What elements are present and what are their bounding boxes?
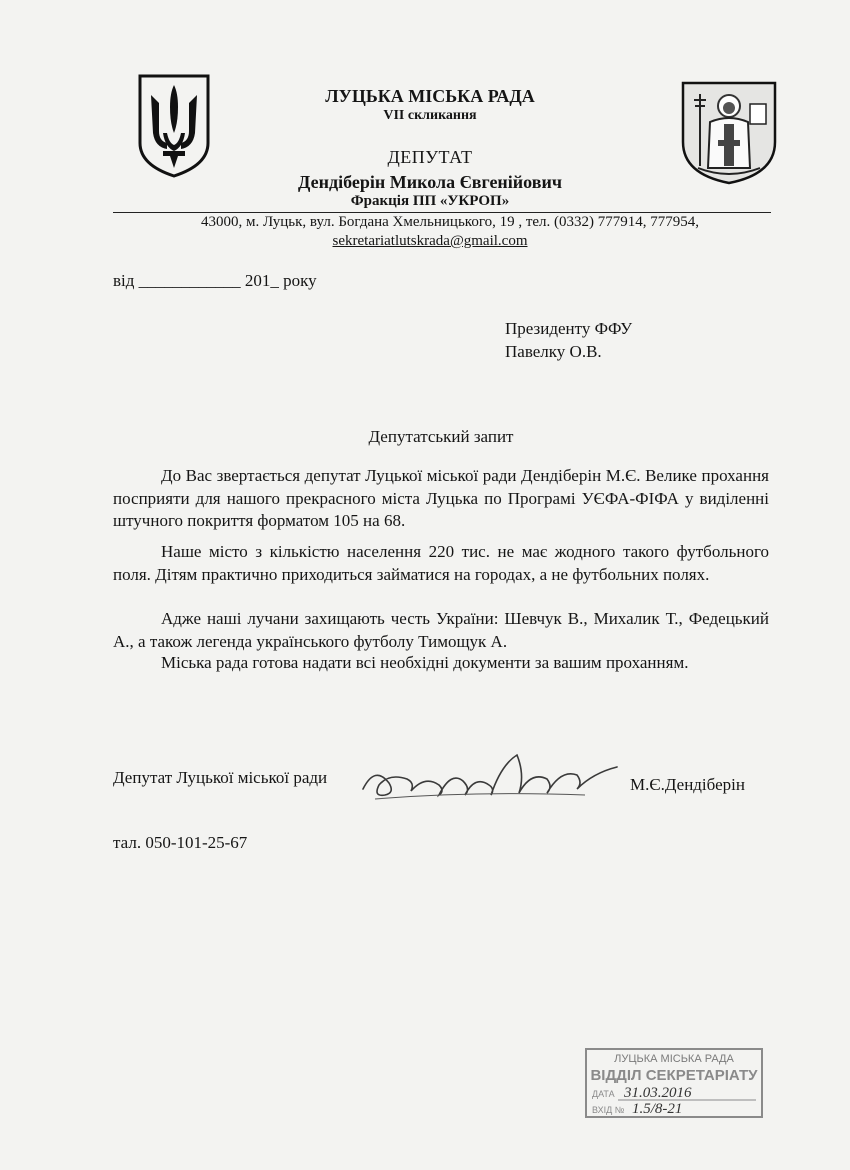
paragraph-4: Міська рада готова надати всі необхідні документи за вашим проханням. xyxy=(161,653,689,672)
svg-text:1.5/8-21: 1.5/8-21 xyxy=(632,1101,683,1117)
deputy-name: Дендіберін Микола Євгенійович xyxy=(298,172,562,192)
header-divider xyxy=(113,212,771,213)
signature-name: М.Є.Дендіберін xyxy=(630,775,745,794)
svg-text:31.03.2016: 31.03.2016 xyxy=(624,1085,692,1101)
phone-number: тал. 050-101-25-67 xyxy=(113,833,248,852)
trident-coat-of-arms-icon xyxy=(137,73,211,179)
svg-text:ДАТА: ДАТА xyxy=(592,1089,615,1099)
svg-text:ВХІД №: ВХІД № xyxy=(592,1105,625,1115)
address: 43000, м. Луцьк, вул. Богдана Хмельницького, 19 , тел. (0332) 777914, 777954, xyxy=(200,214,700,230)
letter-subject: Депутатський запит xyxy=(368,427,514,446)
date-line: від ____________ 201_ року xyxy=(113,271,317,290)
paragraph-3: Адже наші лучани захищають честь України: Шевчук В., Михалик Т., Федецький А., а також легенда українського футболу Тимощук А. xyxy=(113,609,769,651)
email-link[interactable]: sekretariatlutskrada@gmail.com xyxy=(332,233,528,249)
recipient-line-1: Президенту ФФУ xyxy=(505,319,633,338)
deputy-title: ДЕПУТАТ xyxy=(387,147,473,167)
registration-stamp-icon xyxy=(584,1047,764,1119)
council-name: ЛУЦЬКА МІСЬКА РАДА xyxy=(325,86,535,106)
convocation: VII скликання xyxy=(383,108,477,123)
paragraph-2: Наше місто з кількістю населення 220 тис. не має жодного такого футбольного поля. Дітям практично приходиться займатися на городах, а не футбольних полях. xyxy=(113,542,769,584)
recipient-line-2: Павелку О.В. xyxy=(505,342,602,361)
faction: Фракція ПП «УКРОП» xyxy=(350,193,510,209)
handwritten-signature-icon xyxy=(355,745,625,805)
paragraph-1: До Вас звертається депутат Луцької міської ради Дендіберін М.Є. Велике прохання посприяти для нашого прекрасного міста Луцька по Програмі УЄФА-ФІФА у виділенні штучного покриття форматом 105 на 68. xyxy=(113,466,769,530)
signature-label: Депутат Луцької міської ради xyxy=(113,768,328,787)
svg-text:ВІДДІЛ СЕКРЕТАРІАТУ: ВІДДІЛ СЕКРЕТАРІАТУ xyxy=(590,1067,758,1084)
svg-text:ЛУЦЬКА МІСЬКА РАДА: ЛУЦЬКА МІСЬКА РАДА xyxy=(614,1053,734,1065)
lutsk-city-coat-of-arms-icon xyxy=(680,80,778,186)
